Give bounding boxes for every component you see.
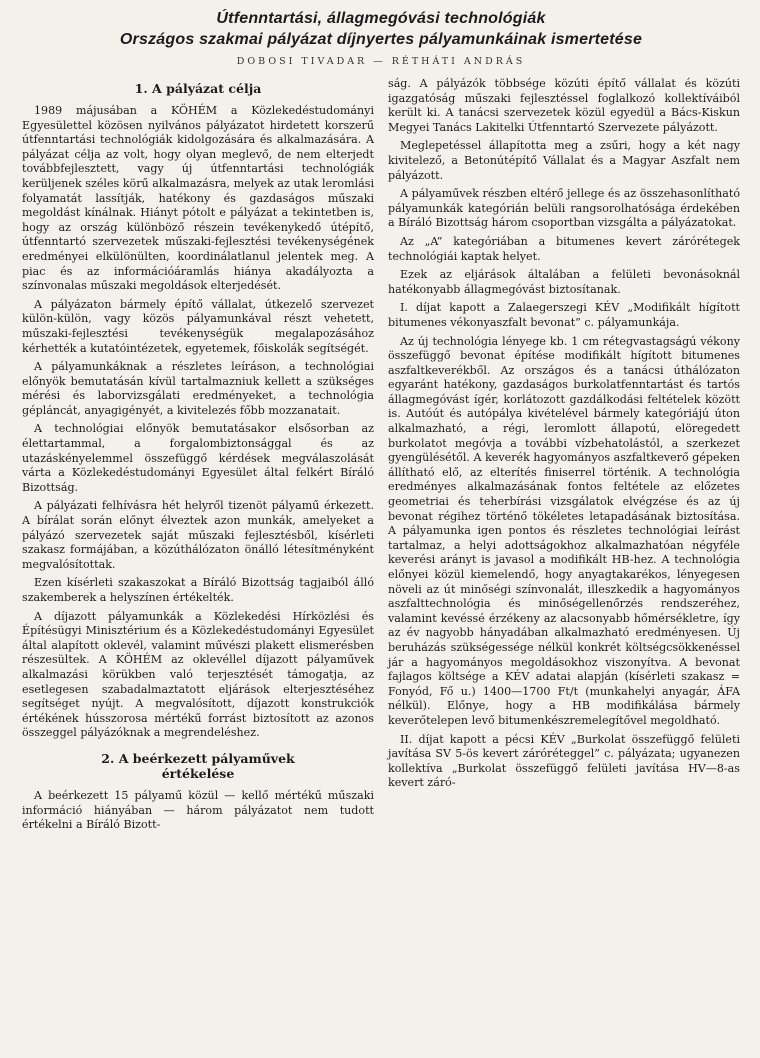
paragraph: Az „A” kategóriában a bitumenes kevert zárórétegek technológiái kaptak helyet.: [388, 234, 740, 263]
paragraph: I. díjat kapott a Zalaegerszegi KÉV „Modifikált hígított bitumenes vékonyaszfalt bevonat” c. pályamunkája.: [388, 301, 740, 329]
title-block: [22, 8, 740, 67]
authors-byline: DOBOSI TIVADAR — RÉTHÁTI ANDRÁS: [236, 56, 526, 67]
paragraph: 1989 májusában a KÖHÉM a Közlekedéstudományi Egyesülettel közösen nyilvános pályázatot hirdetett korszerű útfenntartási technológiák kidolgozására és alkalmazására. A pályázat célja az volt, hogy olyan meglevő, de nem elterjedt továbbfejlesztett, vagy új útfenntartási technológiák kerüljenek széles körű alkalmazásra, melyek az utak leromlási folyamatát lassítják, hatékony és gazdaságos műszaki megoldást kínálnak. Hiányt pótolt e pályázat a tekintetben is, hogy az ország különböző részein tevékenykedő útépítő, útfenntartó szervezetek műszaki-fejlesztési tevékenységének eredményei elkülönülten, koordinálatlanul jelentek meg. A piac és az információáramlás hiánya akadályozta a színvonalas műszaki megoldások elterjedését.: [22, 104, 374, 293]
left-column: [22, 77, 374, 837]
section-heading-1: 1. A pályázat célja: [134, 81, 262, 96]
paragraph: A beérkezett 15 pályamű közül — kellő mértékű műszaki információ hiányában — három pályázatot nem tudott értékelni a Bíráló Bizott-: [22, 788, 374, 832]
paragraph: II. díjat kapott a pécsi KÉV „Burkolat összefüggő felületi javítása SV 5-ös kevert záróréteggel” c. pályázata; ugyanezen kollektíva „Burkolat összefüggő felületi javítása HV—8-as kevert záró-: [388, 732, 740, 790]
paragraph: Meglepetéssel állapította meg a zsűri, hogy a két nagy kivitelező, a Betonútépítő Vállalat és a Magyar Aszfalt nem pályázott.: [388, 139, 740, 182]
paragraph: A díjazott pályamunkák a Közlekedési Hírközlési és Építésügyi Minisztérium és a Közlekedéstudományi Egyesület által alapított oklevél, valamint művészi plakett elismerésben részesültek. A KÖHÉM az oklevéllel díjazott pályaművek alkalmazási körükben való terjesztését támogatja, az esetlegesen szabadalmaztatott eljárások elterjesztéséhez segítséget nyújt. A megvalósított, díjazott konstrukciók értékének hússzorosa mértékű forrást biztosított az azonos összeggel pályázóknak a megrendeléshez.: [22, 609, 374, 740]
paragraph: A pályaművek részben eltérő jellege és az összehasonlítható pályamunkák kategórián belüli rangsorolhatósága érdekében a Bíráló Bizottság három csoportban vizsgálta a pályázatokat.: [388, 187, 740, 230]
article-title-line2: Országos szakmai pályázat díjnyertes pályamunkáinak ismertetése: [119, 31, 643, 48]
paragraph: A pályázati felhívásra hét helyről tizenöt pályamű érkezett. A bírálat során előnyt élveztek azon munkák, amelyeket a pályázó szervezetek saját műszaki fejlesztésből, kísérleti szakasz formájában, a közúthálózaton önálló létesítményként megvalósítottak.: [22, 499, 374, 571]
paragraph: ság. A pályázók többsége közúti építő vállalat és közúti igazgatóság műszaki fejlesztéssel foglalkozó kollektíváiból került ki. A tanácsi szervezetek közül egyedül a Bács-Kiskun Megyei Tanács Lakitelki Útfenntartó Szervezete pályázott.: [388, 77, 740, 134]
section-heading-2-line2: értékelése: [161, 765, 235, 781]
paragraph: A pályamunkáknak a részletes leíráson, a technológiai előnyök bemutatásán kívül tartalmazniuk kellett a szükséges mérési és laborvizsgálati eredményeket, a technológia gépláncát, anyagigényét, a kivitelezés főbb mozzanatait.: [22, 360, 374, 417]
article-title-line1: Útfenntartási, állagmegóvási technológiák: [216, 10, 546, 27]
section-heading-2-line1: 2. A beérkezett pályaművek: [101, 750, 295, 766]
article-body: [22, 77, 740, 837]
section-heading-2: [22, 751, 374, 781]
paragraph: A technológiai előnyök bemutatásakor elsősorban az élettartammal, a forgalombiztonsággal és az utazáskényelemmel összefüggő kérdések megválaszolását várta a Közlekedéstudományi Egyesület által felkért Bíráló Bizottság.: [22, 422, 374, 494]
paragraph: Az új technológia lényege kb. 1 cm rétegvastagságú vékony összefüggő bevonat építése modifikált hígított bitumenes aszfaltkeverékből. Az országos és a tanácsi úthálózaton egyaránt hatékony, gazdaságos burkolatfenntartást és tartós állagmegóvást ígér, korlátozott gazdálkodási feltételek között is. Autóút és autópálya kivételével bármely kategóriájú úton alkalmazható, a régi, leromlott állapotú, elöregedett burkolatot megóvja a további vízbehatolástól, a szerkezet gyengülésétől. A keverék hagyományos aszfaltkeverő gépeken állítható elő, az elterítés finiserrel történik. A technológia eredményes alkalmazásának fontos feltétele az előzetes geometriai és teherbírási vizsgálatok elvégzése és az új bevonat régihez történő tökéletes letapadásának biztosítása. A pályamunka igen pontos és részletes technológiai leírást tartalmaz, a helyi adottságokhoz alkalmazhatóan négyféle keverési arányt is javasol a modifikált HB-hez. A technológia előnyei közül kiemelendő, hogy anyagtakarékos, lényegesen növeli az út minőségi színvonalát, illeszkedik a hagyományos aszfalttechnológia és minőségellenőrzés rendszeréhez, valamint kevéssé érzékeny az alacsonyabb hőmérsékletre, így az év nagyobb hányadában alkalmazható eredményesen. Új beruházás szükségessége nélkül konkrét költségcsökkenéssel jár a hagyományos megoldásokhoz viszonyítva. A bevonat fajlagos költsége a KÉV adatai alapján (kísérleti szakasz = Fonyód, Fő u.) 1400—1700 Ft/t (munkahelyi anyagár, ÁFA nélkül). Előnye, hogy a HB modifikálása bármely keverőtelepen levő bitumenkészremelegítővel megoldható.: [388, 334, 740, 727]
paragraph: Ezen kísérleti szakaszokat a Bíráló Bizottság tagjaiból álló szakemberek a helyszínen értékelték.: [22, 576, 374, 604]
right-column: [388, 77, 740, 837]
paragraph: Ezek az eljárások általában a felületi bevonásoknál hatékonyabb állagmegóvást biztosítanak.: [388, 268, 740, 296]
paragraph: A pályázaton bármely építő vállalat, útkezelő szervezet külön-külön, vagy közös pályamunkával részt vehetett, műszaki-fejlesztési tevékenységük megalapozásához kérhették a kutatóintézetek, egyetemek, főiskolák segítségét.: [22, 297, 374, 355]
